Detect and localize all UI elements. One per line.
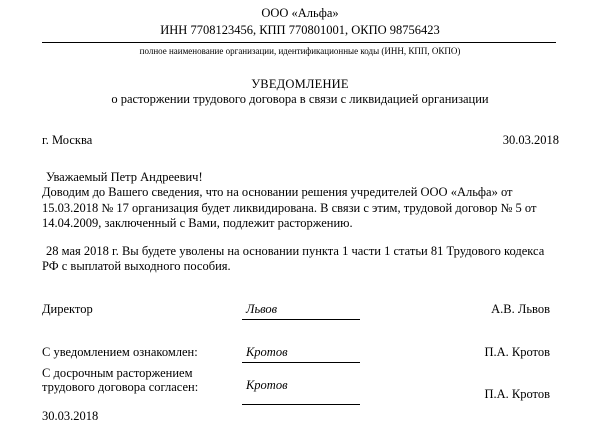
consent-label-line1: С досрочным расторжением [42, 366, 193, 380]
director-signature: Львов [246, 302, 278, 316]
acknowledged-name: П.А. Кротов [484, 345, 550, 359]
director-label: Директор [42, 302, 93, 316]
final-date: 30.03.2018 [42, 409, 99, 423]
consent-signature-line [242, 404, 360, 405]
paragraph2-line1: 28 мая 2018 г. Вы будете уволены на основании пункта 1 части 1 статьи 81 Трудового кодекса [46, 244, 545, 258]
consent-signature: Кротов [246, 378, 288, 392]
director-signature-line [242, 319, 360, 320]
paragraph1-line2: 15.03.2018 № 17 организация будет ликвидирована. В связи с этим, трудовой договор № 5 от [42, 201, 537, 215]
document-date: 30.03.2018 [502, 133, 559, 147]
org-name: ООО «Альфа» [261, 6, 339, 20]
acknowledged-label: С уведомлением ознакомлен: [42, 345, 198, 359]
greeting: Уважаемый Петр Андреевич! [46, 170, 203, 184]
acknowledged-signature-line [242, 362, 360, 363]
paragraph1-line3: 14.04.2009, заключенный с Вами, подлежит расторжению. [42, 216, 353, 230]
city: г. Москва [42, 133, 93, 147]
org-underline [42, 42, 556, 43]
acknowledged-signature: Кротов [246, 345, 288, 359]
consent-label-line2: трудового договора согласен: [42, 380, 199, 394]
director-name: А.В. Львов [491, 302, 550, 316]
paragraph1-line1: Доводим до Вашего сведения, что на основании решения учредителей ООО «Альфа» от [42, 185, 513, 199]
org-codes: ИНН 7708123456, КПП 770801001, ОКПО 98756423 [160, 23, 440, 37]
org-caption: полное наименование организации, идентификационные коды (ИНН, КПП, ОКПО) [139, 46, 461, 56]
document-title: УВЕДОМЛЕНИЕ [251, 77, 349, 91]
paragraph2-line2: РФ с выплатой выходного пособия. [42, 259, 231, 273]
consent-name: П.А. Кротов [484, 387, 550, 401]
document-subtitle: о расторжении трудового договора в связи с ликвидацией организации [111, 92, 489, 106]
